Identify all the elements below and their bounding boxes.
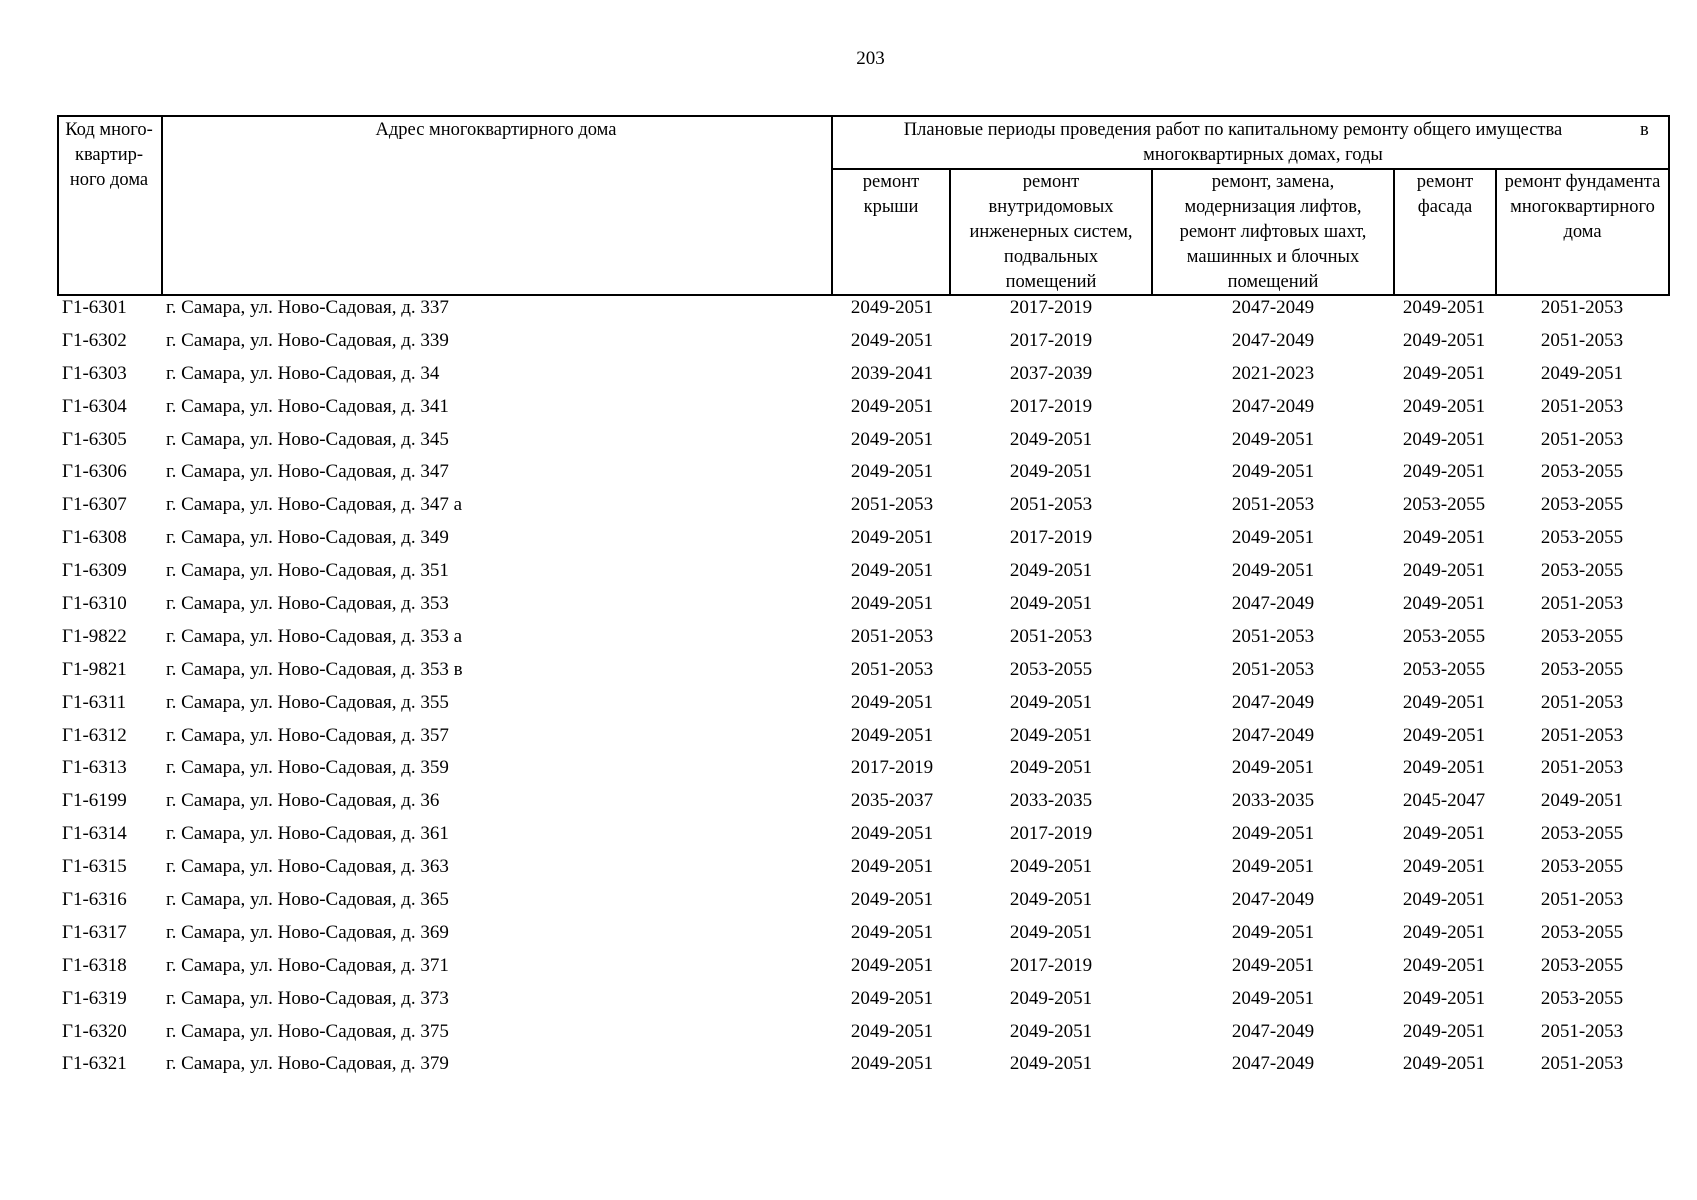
- row-address: г. Самара, ул. Ново-Садовая, д. 347 а: [166, 494, 463, 516]
- row-foundation-period: 2051-2053: [1540, 329, 1624, 351]
- row-facade-period: 2045-2047: [1402, 790, 1486, 812]
- table-row: [0, 987, 1697, 1020]
- table-row: [0, 329, 1697, 362]
- row-facade-period: 2049-2051: [1402, 823, 1486, 845]
- row-foundation-period: 2053-2055: [1540, 987, 1624, 1009]
- row-code: Г1-6316: [62, 889, 127, 911]
- row-roof-period: 2049-2051: [850, 987, 934, 1009]
- row-foundation-period: 2051-2053: [1540, 593, 1624, 615]
- table-row: [0, 559, 1697, 592]
- row-code: Г1-6312: [62, 724, 127, 746]
- row-engineering-period: 2017-2019: [1009, 954, 1093, 976]
- row-address: г. Самара, ул. Ново-Садовая, д. 361: [166, 823, 449, 845]
- row-roof-period: 2049-2051: [850, 395, 934, 417]
- row-facade-period: 2049-2051: [1402, 856, 1486, 878]
- row-engineering-period: 2049-2051: [1009, 987, 1093, 1009]
- table-row: [0, 1052, 1697, 1085]
- row-lift-period: 2047-2049: [1231, 1053, 1315, 1075]
- table-row: [0, 822, 1697, 855]
- row-code: Г1-6304: [62, 395, 127, 417]
- page-number: 203: [856, 48, 885, 69]
- row-code: Г1-6318: [62, 954, 127, 976]
- row-facade-period: 2049-2051: [1402, 921, 1486, 943]
- row-engineering-period: 2037-2039: [1009, 362, 1093, 384]
- row-lift-period: 2049-2051: [1231, 428, 1315, 450]
- row-address: г. Самара, ул. Ново-Садовая, д. 351: [166, 560, 449, 582]
- row-roof-period: 2049-2051: [850, 724, 934, 746]
- row-address: г. Самара, ул. Ново-Садовая, д. 353: [166, 593, 449, 615]
- row-engineering-period: 2049-2051: [1009, 921, 1093, 943]
- row-engineering-period: 2053-2055: [1009, 658, 1093, 680]
- row-engineering-period: 2017-2019: [1009, 329, 1093, 351]
- row-engineering-period: 2017-2019: [1009, 395, 1093, 417]
- table-row: [0, 954, 1697, 987]
- row-lift-period: 2049-2051: [1231, 527, 1315, 549]
- row-roof-period: 2049-2051: [850, 856, 934, 878]
- row-lift-period: 2047-2049: [1231, 889, 1315, 911]
- row-facade-period: 2049-2051: [1402, 395, 1486, 417]
- row-foundation-period: 2053-2055: [1540, 461, 1624, 483]
- row-address: г. Самара, ул. Ново-Садовая, д. 347: [166, 461, 449, 483]
- row-facade-period: 2049-2051: [1402, 987, 1486, 1009]
- row-code: Г1-6307: [62, 494, 127, 516]
- row-facade-period: 2049-2051: [1402, 428, 1486, 450]
- row-engineering-period: 2017-2019: [1009, 527, 1093, 549]
- row-foundation-period: 2051-2053: [1540, 1020, 1624, 1042]
- row-address: г. Самара, ул. Ново-Садовая, д. 339: [166, 329, 449, 351]
- table-row: [0, 658, 1697, 691]
- row-code: Г1-6313: [62, 757, 127, 779]
- row-lift-period: 2021-2023: [1231, 362, 1315, 384]
- row-foundation-period: 2049-2051: [1540, 790, 1624, 812]
- row-code: Г1-6315: [62, 856, 127, 878]
- row-lift-period: 2049-2051: [1231, 954, 1315, 976]
- row-engineering-period: 2049-2051: [1009, 560, 1093, 582]
- row-engineering-period: 2017-2019: [1009, 297, 1093, 318]
- table-row: [0, 691, 1697, 724]
- row-address: г. Самара, ул. Ново-Садовая, д. 369: [166, 921, 449, 943]
- table-row: [0, 526, 1697, 559]
- row-foundation-period: 2051-2053: [1540, 297, 1624, 318]
- row-engineering-period: 2049-2051: [1009, 757, 1093, 779]
- row-lift-period: 2047-2049: [1231, 593, 1315, 615]
- header-lift: ремонт, замена, модернизация лифтов, ремонт лифтовых шахт, машинных и блочных помещений: [1179, 172, 1367, 292]
- row-facade-period: 2049-2051: [1402, 1020, 1486, 1042]
- row-roof-period: 2049-2051: [850, 461, 934, 483]
- row-lift-period: 2047-2049: [1231, 691, 1315, 713]
- row-roof-period: 2049-2051: [850, 593, 934, 615]
- row-foundation-period: 2049-2051: [1540, 362, 1624, 384]
- table-row: [0, 855, 1697, 888]
- row-lift-period: 2047-2049: [1231, 395, 1315, 417]
- row-address: г. Самара, ул. Ново-Садовая, д. 363: [166, 856, 449, 878]
- row-foundation-period: 2051-2053: [1540, 724, 1624, 746]
- row-roof-period: 2049-2051: [850, 329, 934, 351]
- header-periods: Плановые периоды проведения работ по капитальному ремонту общего имущества многоквартирных домах, годы: [903, 120, 1563, 165]
- row-code: Г1-6301: [62, 297, 127, 318]
- row-engineering-period: 2049-2051: [1009, 889, 1093, 911]
- table-row: [0, 493, 1697, 526]
- row-engineering-period: 2051-2053: [1009, 625, 1093, 647]
- table-row: [0, 625, 1697, 658]
- row-roof-period: 2049-2051: [850, 1053, 934, 1075]
- row-lift-period: 2049-2051: [1231, 856, 1315, 878]
- row-address: г. Самара, ул. Ново-Садовая, д. 357: [166, 724, 449, 746]
- row-facade-period: 2049-2051: [1402, 461, 1486, 483]
- row-engineering-period: 2017-2019: [1009, 823, 1093, 845]
- row-code: Г1-6199: [62, 790, 127, 812]
- row-engineering-period: 2051-2053: [1009, 494, 1093, 516]
- row-foundation-period: 2053-2055: [1540, 954, 1624, 976]
- header-foundation: ремонт фундамента многоквартирного дома: [1504, 172, 1661, 242]
- row-engineering-period: 2049-2051: [1009, 724, 1093, 746]
- row-roof-period: 2049-2051: [850, 428, 934, 450]
- row-foundation-period: 2053-2055: [1540, 658, 1624, 680]
- row-address: г. Самара, ул. Ново-Садовая, д. 341: [166, 395, 449, 417]
- row-address: г. Самара, ул. Ново-Садовая, д. 371: [166, 954, 449, 976]
- row-address: г. Самара, ул. Ново-Садовая, д. 337: [166, 297, 449, 318]
- row-roof-period: 2039-2041: [850, 362, 934, 384]
- row-roof-period: 2051-2053: [850, 625, 934, 647]
- row-code: Г1-6311: [62, 691, 127, 713]
- row-foundation-period: 2053-2055: [1540, 560, 1624, 582]
- row-code: Г1-9822: [62, 625, 127, 647]
- row-address: г. Самара, ул. Ново-Садовая, д. 345: [166, 428, 449, 450]
- row-lift-period: 2051-2053: [1231, 658, 1315, 680]
- row-foundation-period: 2053-2055: [1540, 921, 1624, 943]
- row-facade-period: 2049-2051: [1402, 297, 1486, 318]
- table-row: [0, 888, 1697, 921]
- table-row: [0, 428, 1697, 461]
- row-foundation-period: 2053-2055: [1540, 527, 1624, 549]
- header-facade: ремонт фасада: [1416, 172, 1474, 217]
- row-code: Г1-6309: [62, 560, 127, 582]
- row-code: Г1-9821: [62, 658, 127, 680]
- row-roof-period: 2049-2051: [850, 297, 934, 318]
- row-roof-period: 2017-2019: [850, 757, 934, 779]
- row-address: г. Самара, ул. Ново-Садовая, д. 379: [166, 1053, 449, 1075]
- row-code: Г1-6302: [62, 329, 127, 351]
- row-lift-period: 2047-2049: [1231, 297, 1315, 318]
- row-facade-period: 2053-2055: [1402, 658, 1486, 680]
- row-address: г. Самара, ул. Ново-Садовая, д. 349: [166, 527, 449, 549]
- row-roof-period: 2049-2051: [850, 921, 934, 943]
- row-foundation-period: 2053-2055: [1540, 856, 1624, 878]
- row-foundation-period: 2051-2053: [1540, 1053, 1624, 1075]
- table-row: [0, 395, 1697, 428]
- row-foundation-period: 2051-2053: [1540, 889, 1624, 911]
- row-lift-period: 2049-2051: [1231, 560, 1315, 582]
- header-periods-tail: в: [1640, 120, 1649, 140]
- table-row: [0, 460, 1697, 493]
- table-body: [0, 296, 1697, 1085]
- row-roof-period: 2049-2051: [850, 1020, 934, 1042]
- row-code: Г1-6308: [62, 527, 127, 549]
- row-code: Г1-6305: [62, 428, 127, 450]
- table-row: [0, 789, 1697, 822]
- row-facade-period: 2049-2051: [1402, 527, 1486, 549]
- row-facade-period: 2049-2051: [1402, 362, 1486, 384]
- row-lift-period: 2051-2053: [1231, 494, 1315, 516]
- row-address: г. Самара, ул. Ново-Садовая, д. 353 в: [166, 658, 463, 680]
- row-roof-period: 2049-2051: [850, 889, 934, 911]
- row-engineering-period: 2049-2051: [1009, 691, 1093, 713]
- row-code: Г1-6303: [62, 362, 127, 384]
- row-lift-period: 2051-2053: [1231, 625, 1315, 647]
- row-engineering-period: 2049-2051: [1009, 428, 1093, 450]
- row-roof-period: 2049-2051: [850, 527, 934, 549]
- row-address: г. Самара, ул. Ново-Садовая, д. 353 а: [166, 625, 463, 647]
- row-engineering-period: 2049-2051: [1009, 461, 1093, 483]
- table-row: [0, 592, 1697, 625]
- row-lift-period: 2049-2051: [1231, 823, 1315, 845]
- row-facade-period: 2049-2051: [1402, 691, 1486, 713]
- row-facade-period: 2049-2051: [1402, 889, 1486, 911]
- row-foundation-period: 2053-2055: [1540, 823, 1624, 845]
- row-roof-period: 2049-2051: [850, 560, 934, 582]
- row-lift-period: 2049-2051: [1231, 921, 1315, 943]
- row-roof-period: 2051-2053: [850, 658, 934, 680]
- table-row: [0, 921, 1697, 954]
- row-lift-period: 2049-2051: [1231, 461, 1315, 483]
- header-roof: ремонт крыши: [862, 172, 920, 217]
- row-lift-period: 2047-2049: [1231, 1020, 1315, 1042]
- row-foundation-period: 2051-2053: [1540, 428, 1624, 450]
- row-foundation-period: 2051-2053: [1540, 691, 1624, 713]
- row-engineering-period: 2033-2035: [1009, 790, 1093, 812]
- row-code: Г1-6314: [62, 823, 127, 845]
- row-facade-period: 2049-2051: [1402, 560, 1486, 582]
- row-facade-period: 2049-2051: [1402, 757, 1486, 779]
- row-code: Г1-6321: [62, 1053, 127, 1075]
- table-row: [0, 724, 1697, 757]
- row-engineering-period: 2049-2051: [1009, 1053, 1093, 1075]
- header-engineering: ремонт внутридомовых инженерных систем, подвальных помещений: [969, 172, 1133, 292]
- row-facade-period: 2049-2051: [1402, 1053, 1486, 1075]
- row-engineering-period: 2049-2051: [1009, 1020, 1093, 1042]
- row-lift-period: 2047-2049: [1231, 329, 1315, 351]
- row-roof-period: 2035-2037: [850, 790, 934, 812]
- row-code: Г1-6320: [62, 1020, 127, 1042]
- row-facade-period: 2049-2051: [1402, 593, 1486, 615]
- row-engineering-period: 2049-2051: [1009, 593, 1093, 615]
- row-address: г. Самара, ул. Ново-Садовая, д. 34: [166, 362, 440, 384]
- header-address: Адрес многоквартирного дома: [375, 120, 617, 140]
- table-row: [0, 1020, 1697, 1053]
- row-address: г. Самара, ул. Ново-Садовая, д. 36: [166, 790, 440, 812]
- row-facade-period: 2049-2051: [1402, 329, 1486, 351]
- row-facade-period: 2053-2055: [1402, 494, 1486, 516]
- row-lift-period: 2049-2051: [1231, 757, 1315, 779]
- row-roof-period: 2049-2051: [850, 823, 934, 845]
- row-address: г. Самара, ул. Ново-Садовая, д. 373: [166, 987, 449, 1009]
- table-row: [0, 756, 1697, 789]
- row-address: г. Самара, ул. Ново-Садовая, д. 375: [166, 1020, 449, 1042]
- row-roof-period: 2049-2051: [850, 691, 934, 713]
- row-code: Г1-6306: [62, 461, 127, 483]
- row-address: г. Самара, ул. Ново-Садовая, д. 359: [166, 757, 449, 779]
- row-lift-period: 2033-2035: [1231, 790, 1315, 812]
- table-row: [0, 362, 1697, 395]
- row-facade-period: 2049-2051: [1402, 724, 1486, 746]
- row-lift-period: 2047-2049: [1231, 724, 1315, 746]
- table-row: [0, 296, 1697, 329]
- row-foundation-period: 2051-2053: [1540, 395, 1624, 417]
- row-foundation-period: 2053-2055: [1540, 494, 1624, 516]
- row-roof-period: 2049-2051: [850, 954, 934, 976]
- header-code: Код много- квартир- ного дома: [65, 120, 153, 190]
- row-address: г. Самара, ул. Ново-Садовая, д. 355: [166, 691, 449, 713]
- row-facade-period: 2053-2055: [1402, 625, 1486, 647]
- row-code: Г1-6317: [62, 921, 127, 943]
- row-address: г. Самара, ул. Ново-Садовая, д. 365: [166, 889, 449, 911]
- row-code: Г1-6319: [62, 987, 127, 1009]
- row-foundation-period: 2051-2053: [1540, 757, 1624, 779]
- row-roof-period: 2051-2053: [850, 494, 934, 516]
- row-foundation-period: 2053-2055: [1540, 625, 1624, 647]
- row-facade-period: 2049-2051: [1402, 954, 1486, 976]
- row-engineering-period: 2049-2051: [1009, 856, 1093, 878]
- row-lift-period: 2049-2051: [1231, 987, 1315, 1009]
- row-code: Г1-6310: [62, 593, 127, 615]
